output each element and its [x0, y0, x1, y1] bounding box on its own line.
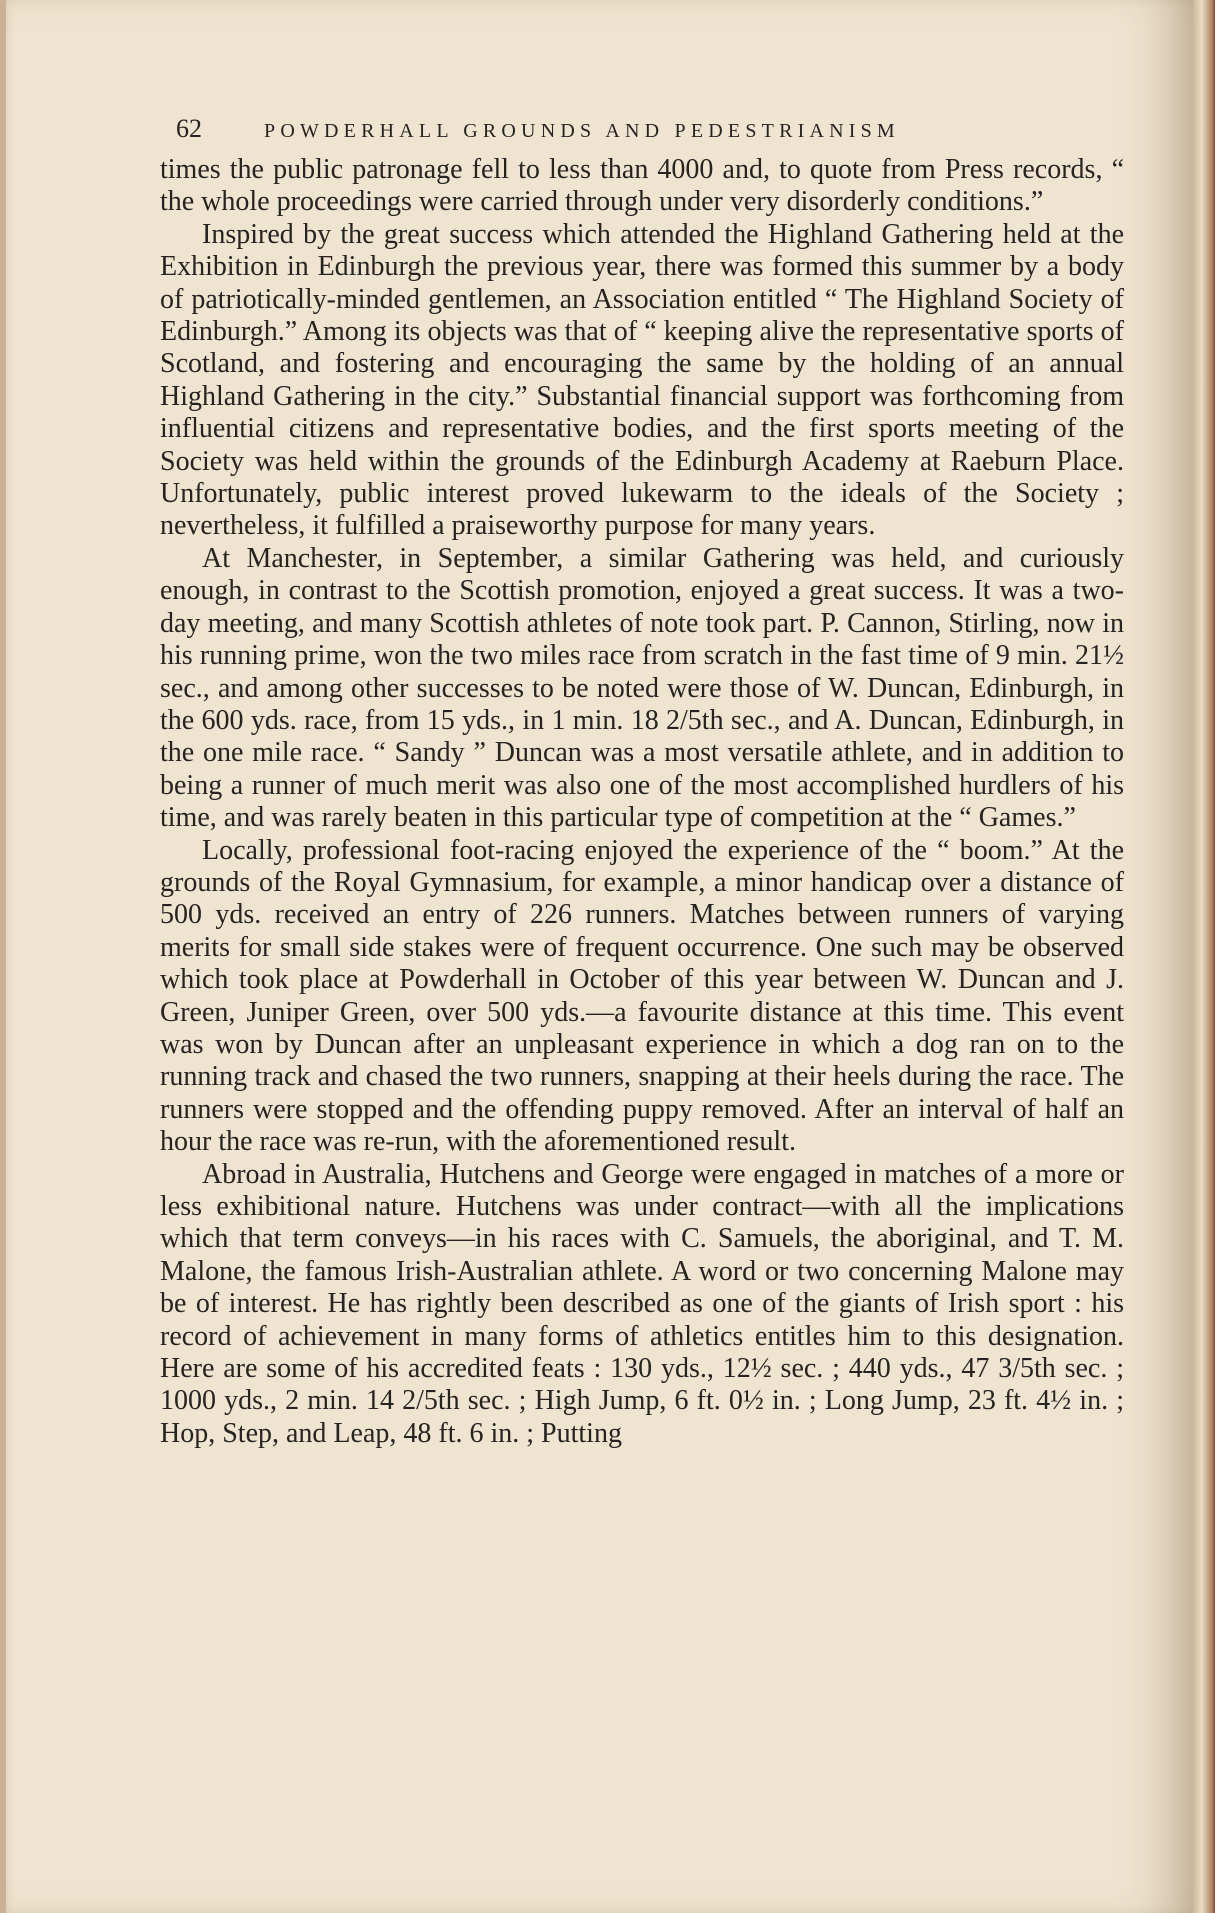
page-text-block: [160, 114, 1124, 1450]
book-spine-edge: [1193, 0, 1215, 1913]
paragraph-local-racing: Locally, professional foot-racing enjoyed the experience of the “ boom.” At the grounds of the Royal Gymnasium, for example, a minor handicap over a distance of 500 yds. received an entry of 226 runners. Matches between runners of varying merits for small side stakes were of frequent occurrence. One such may be observed which took place at Powderhall in October of this year between W. Duncan and J. Green, Juniper Green, over 500 yds.—a favourite distance at this time. This event was won by Duncan after an unpleasant experience in which a dog ran on to the running track and chased the two runners, snapping at their heels during the race. The runners were stopped and the offending puppy removed. After an interval of half an hour the race was re-run, with the aforementioned result.: [160, 834, 1124, 1158]
paragraph-highland-society: Inspired by the great success which attended the Highland Gathering held at the Exhibition in Edinburgh the previous year, there was formed this summer by a body of patriotically-minded gentlemen, an Association entitled “ The Highland Society of Edinburgh.” Among its objects was that of “ keeping alive the representative sports of Scotland, and fostering and encouraging the same by the holding of an annual Highland Gathering in the city.” Substantial financial support was forthcoming from influential citizens and representative bodies, and the first sports meeting of the Society was held within the grounds of the Edinburgh Academy at Raeburn Place. Unfortunately, public interest proved lukewarm to the ideals of the Society ; nevertheless, it fulfilled a praiseworthy purpose for many years.: [160, 218, 1124, 542]
paragraph-continued: times the public patronage fell to less than 4000 and, to quote from Press records, “ the whole proceedings were carried through under very disorderly conditions.”: [160, 154, 1124, 218]
paragraph-manchester: At Manchester, in September, a similar Gathering was held, and curiously enough, in contrast to the Scottish promotion, enjoyed a great success. It was a two-day meeting, and many Scottish athletes of note took part. P. Cannon, Stirling, now in his running prime, won the two miles race from scratch in the fast time of 9 min. 21½ sec., and among other successes to be noted were those of W. Duncan, Edinburgh, in the 600 yds. race, from 15 yds., in 1 min. 18 2/5th sec., and A. Duncan, Edinburgh, in the one mile race. “ Sandy ” Duncan was a most versatile athlete, and in addition to being a runner of much merit was also one of the most accomplished hurdlers of his time, and was rarely beaten in this particular type of competition at the “ Games.”: [160, 542, 1124, 834]
running-title: POWDERHALL GROUNDS AND PEDESTRIANISM: [264, 120, 900, 142]
paragraph-australia: Abroad in Australia, Hutchens and George were engaged in matches of a more or less exhibitional nature. Hutchens was under contract—with all the implications which that term conveys—in his races with C. Samuels, the aboriginal, and T. M. Malone, the famous Irish-Australian athlete. A word or two concerning Malone may be of interest. He has rightly been described as one of the giants of Irish sport : his record of achievement in many forms of athletics entitles him to this designation. Here are some of his accredited feats : 130 yds., 12½ sec. ; 440 yds., 47 3/5th sec. ; 1000 yds., 2 min. 14 2/5th sec. ; High Jump, 6 ft. 0½ in. ; Long Jump, 23 ft. 4½ in. ; Hop, Step, and Leap, 48 ft. 6 in. ; Putting: [160, 1158, 1124, 1449]
running-head: [176, 114, 1124, 154]
page-number: 62: [176, 114, 202, 143]
page-left-edge: [0, 0, 6, 1913]
